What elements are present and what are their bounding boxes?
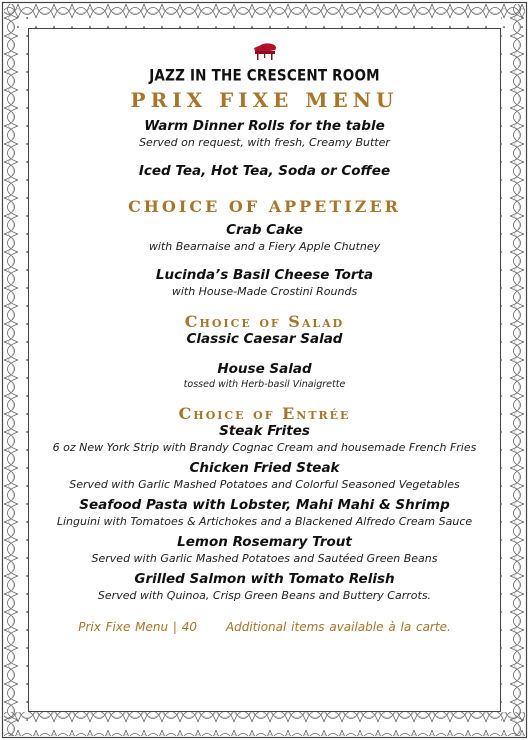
grand-piano-icon <box>252 42 278 62</box>
entree-desc: Linguini with Tomatoes & Artichokes and a Blackened Alfredo Cream Sauce <box>56 515 473 528</box>
section-title-salad: Choice of Salad <box>184 312 345 331</box>
entree-name: Grilled Salmon with Tomato Relish <box>134 571 395 587</box>
venue-name: JAZZ IN THE CRESCENT ROOM <box>149 66 380 86</box>
entree-name: Steak Frites <box>219 423 310 439</box>
beverages: Iced Tea, Hot Tea, Soda or Coffee <box>138 163 391 179</box>
entree-desc: 6 oz New York Strip with Brandy Cognac Cream and housemade French Fries <box>52 441 477 454</box>
entree-desc: Served with Garlic Mashed Potatoes and Colorful Seasoned Vegetables <box>69 478 460 491</box>
salad-desc: tossed with Herb-basil Vinaigrette <box>183 379 346 390</box>
entree-name: Lemon Rosemary Trout <box>177 534 352 550</box>
starter-name: Warm Dinner Rolls for the table <box>144 118 385 134</box>
appetizer-desc: with House-Made Crostini Rounds <box>171 285 358 298</box>
menu-page <box>30 36 499 706</box>
entree-desc: Served with Quinoa, Crisp Green Beans and Buttery Carrots. <box>97 589 432 602</box>
appetizer-name: Lucinda’s Basil Cheese Torta <box>155 267 374 283</box>
menu-footer <box>30 620 499 634</box>
starter-desc: Served on request, with fresh, Creamy Butter <box>139 136 390 149</box>
price-text: Prix Fixe Menu | 40 <box>78 620 198 634</box>
appetizer-name: Crab Cake <box>226 222 303 238</box>
section-title-entree: Choice of Entrée <box>178 404 351 423</box>
appetizer-desc: with Bearnaise and a Fiery Apple Chutney <box>148 240 381 253</box>
salad-name: House Salad <box>217 361 312 377</box>
entree-desc: Served with Garlic Mashed Potatoes and Sautéed Green Beans <box>91 552 438 565</box>
entree-name: Chicken Fried Steak <box>189 460 340 476</box>
a-la-carte-note: Additional items available à la carte. <box>225 620 451 634</box>
menu-title: PRIX FIXE MENU <box>130 88 399 112</box>
entree-name: Seafood Pasta with Lobster, Mahi Mahi & Shrimp <box>79 497 450 513</box>
salad-name: Classic Caesar Salad <box>186 331 343 347</box>
section-title-appetizer: CHOICE OF APPETIZER <box>128 197 401 216</box>
